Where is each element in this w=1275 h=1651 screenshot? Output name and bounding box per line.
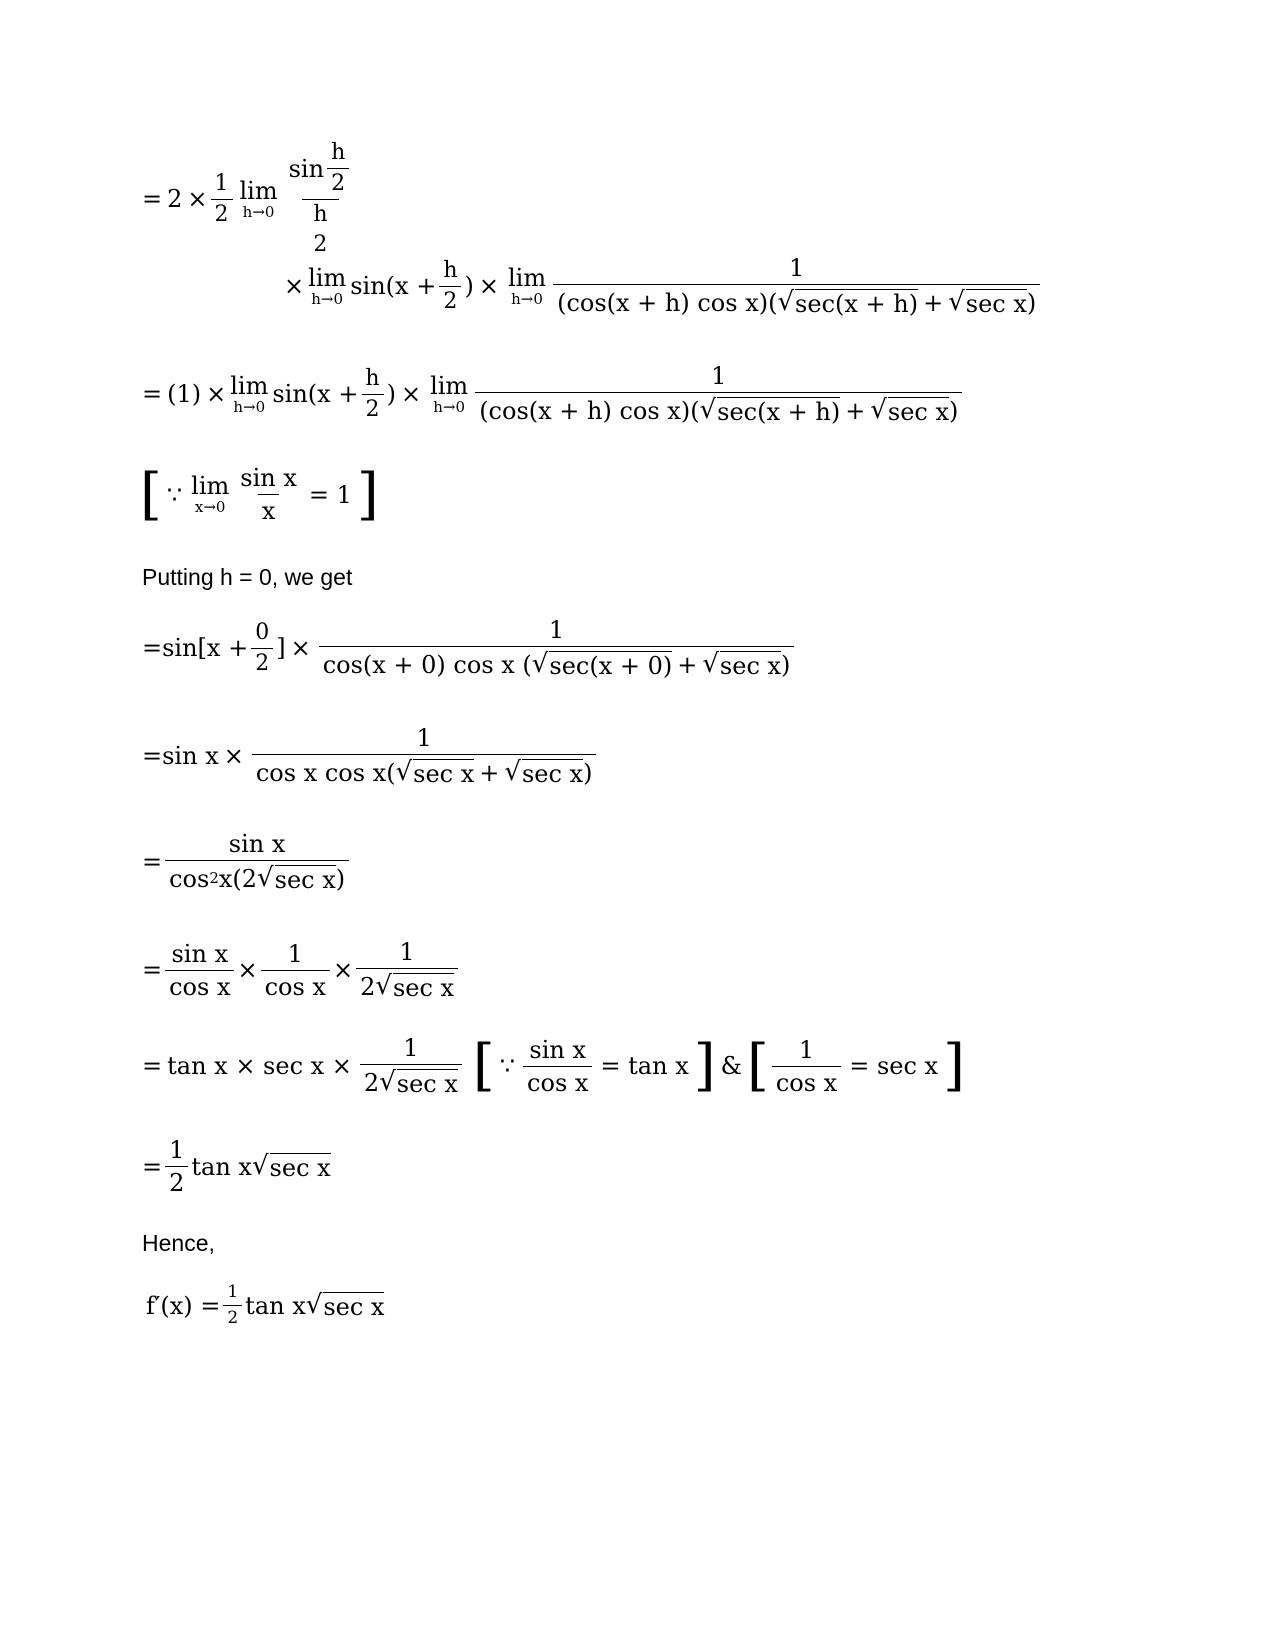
- equation-line-5: = sin[x + $\frac{0}{2}$ ] × 1 cos(x + 0) cos x ( √ sec(x + 0) + √ sec x ): [142, 618, 797, 678]
- equation-line-1: [142, 142, 359, 256]
- equation-line-6: = sin x × 1 cos x cos x( √ sec x + √ sec x ): [142, 726, 599, 786]
- equation-line-8: = $\frac{\text{sin x}}{\text{cos x}}$ × $\frac{1}{\text{cos x}}$ × 1 2 √ sec x: [142, 940, 461, 1000]
- limit: lim h→0: [308, 263, 347, 308]
- fraction-main: 1 (cos(x + h) cos x)( √ sec(x + h) + √ sec x ): [553, 256, 1040, 316]
- equation-line-2: × lim h→0 sin(x + $\frac{h}{2}$ ) × lim h→0 1 (cos(x + h) cos x)( √ sec(x + h) + √ sec x ): [284, 256, 1043, 316]
- times-sign: ×: [284, 272, 305, 300]
- text-hence: Hence,: [142, 1230, 215, 1256]
- fraction-sin-h-over-h: sin h 2 h 2: [285, 142, 357, 256]
- limit: lim h→0: [239, 176, 278, 221]
- equation-line-10: = $\frac{1}{2}$ tan x √ sec x: [142, 1136, 331, 1197]
- text-putting-h: Putting h = 0, we get: [142, 564, 353, 590]
- equation-line-3: = (1) × lim h→0 sin(x + $\frac{h}{2}$ ) × lim h→0 1 (cos(x + h) cos x)( √ sec(x + h) + √ sec x ): [142, 364, 965, 424]
- fraction-half: $\frac{1}{2}$: [211, 173, 233, 226]
- equation-line-9: = tan x × sec x × 1 2 √ sec x [ ∵ $\frac{\text{sin x}}{\text{cos x}}$ = tan x ] & [ $\frac{1}{\text{cos x}}$ = sec x ]: [142, 1033, 965, 1098]
- equation-line-4: [ ∵ lim x→0 $\frac{\text{sin x}}{x}$ = 1 ]: [140, 461, 379, 527]
- coefficient: 2: [167, 185, 183, 213]
- equation-line-7: = sin x cos 2 x(2 √ sec x ): [142, 832, 352, 892]
- times-sign: ×: [187, 185, 208, 213]
- sin-term: sin(x +: [350, 272, 437, 300]
- equals-sign: =: [142, 185, 163, 213]
- equation-final: f′(x) = $\frac{1}{2}$ tan x √ sec x: [146, 1282, 385, 1328]
